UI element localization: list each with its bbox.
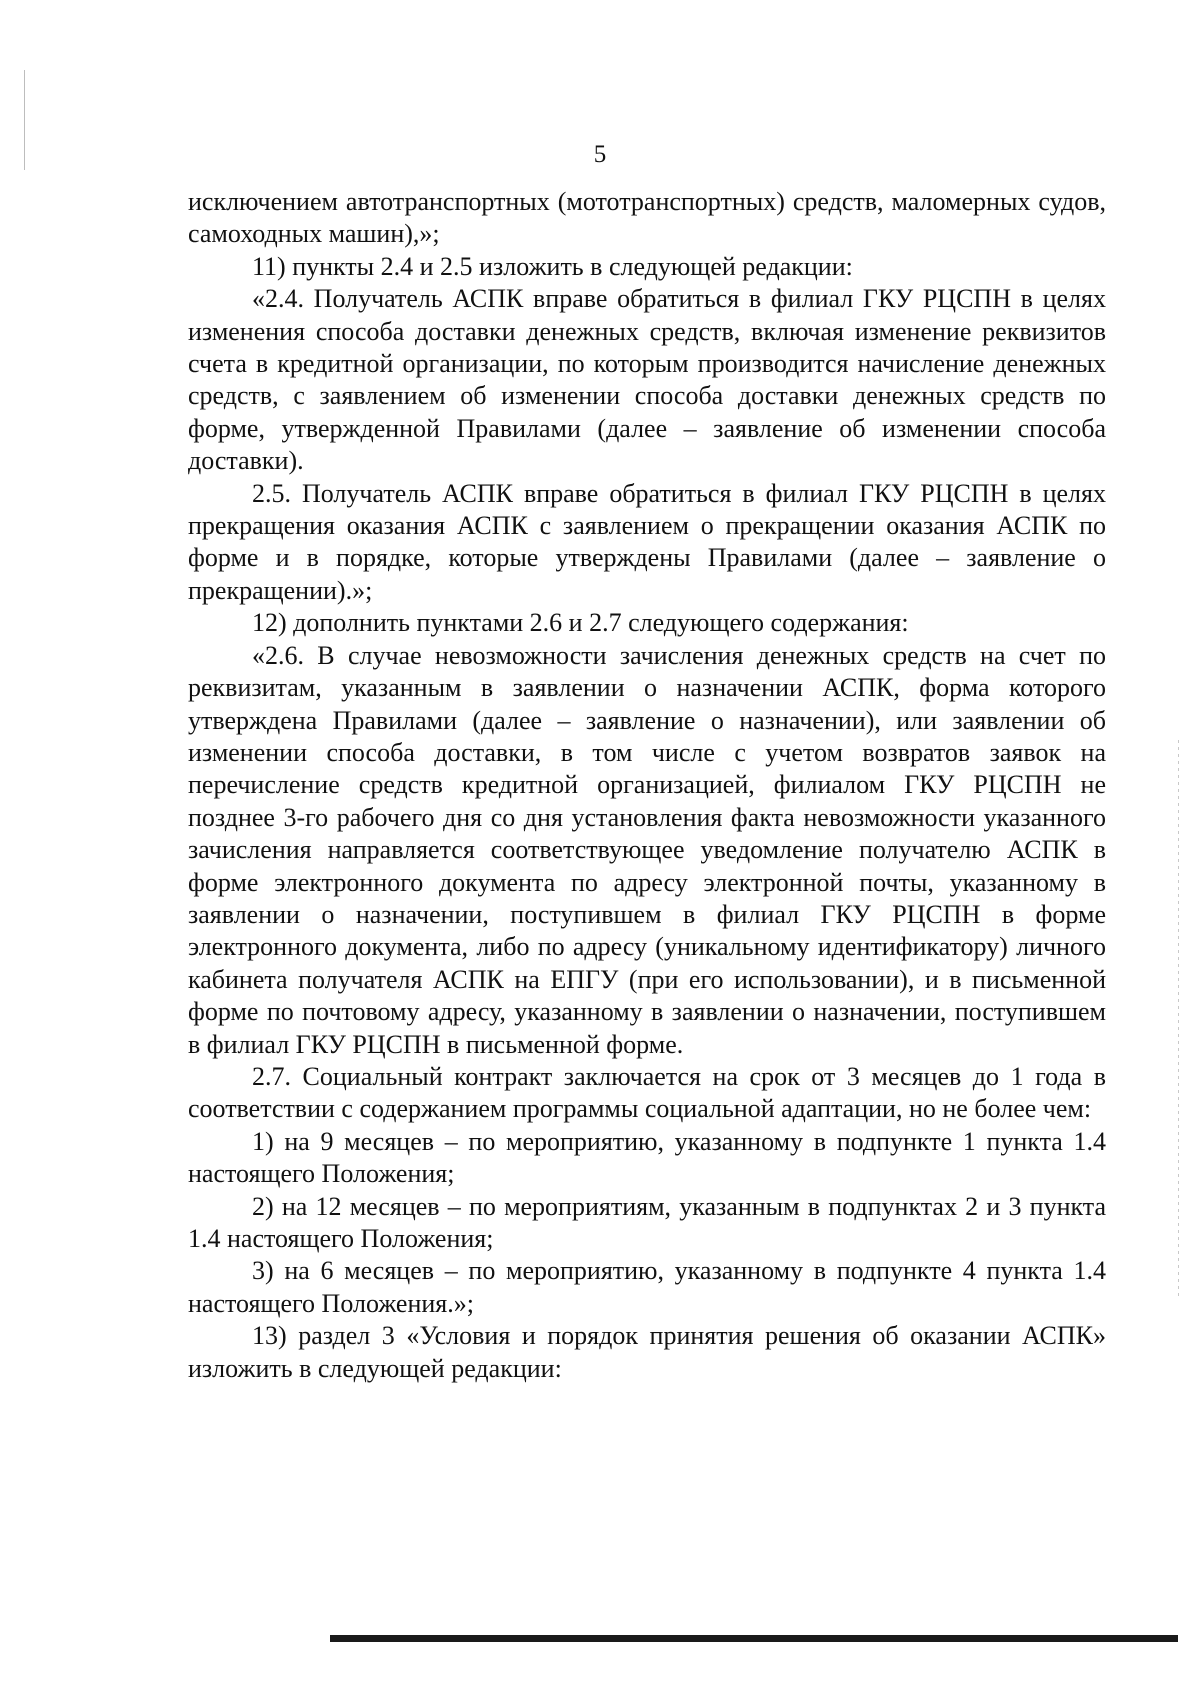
paragraph-continuation: исключением автотранспортных (мототранспортных) средств, маломерных судов, самоходных машин),»;: [188, 187, 1106, 249]
page-number: 5: [593, 141, 607, 168]
paragraph-clause-2-5: 2.5. Получатель АСПК вправе обратиться в филиал ГКУ РЦСПН в целях прекращения оказания АСПК с заявлением о прекращении оказания АСПК по форме и в порядке, которые утверждены Правилами (далее – заявление о прекращении).»;: [188, 478, 1106, 605]
document-body: [188, 186, 1106, 1385]
paragraph-item-11: 11) пункты 2.4 и 2.5 изложить в следующей редакции:: [252, 251, 853, 281]
paragraph-subitem-2: 2) на 12 месяцев – по мероприятиям, указанным в подпунктах 2 и 3 пункта 1.4 настоящего Положения;: [188, 1191, 1106, 1253]
paragraph-item-12: 12) дополнить пунктами 2.6 и 2.7 следующего содержания:: [252, 608, 909, 638]
paragraph-subitem-3: 3) на 6 месяцев – по мероприятию, указанному в подпункте 4 пункта 1.4 настоящего Положения.»;: [188, 1256, 1106, 1318]
scan-edge-right: [1178, 740, 1179, 1300]
bottom-rule: [330, 1635, 1178, 1642]
paragraph-clause-2-7: 2.7. Социальный контракт заключается на срок от 3 месяцев до 1 года в соответствии с содержанием программы социальной адаптации, но не более чем:: [188, 1061, 1106, 1124]
paragraph-clause-2-6: «2.6. В случае невозможности зачисления денежных средств на счет по реквизитам, указанным в заявлении о назначении АСПК, форма которого утверждена Правилами (далее – заявление о назначении), или заявлении об изменении способа доставки, в том числе с учетом возвратов заявок на перечисление средств кредитной организацией, филиалом ГКУ РЦСПН не позднее 3-го рабочего дня со дня установления факта невозможности указанного зачисления направляется соответствующее уведомление получателю АСПК в форме электронного документа по адресу электронной почты, указанному в заявлении о назначении, поступившем в филиал ГКУ РЦСПН в форме электронного документа, либо по адресу (уникальному идентификатору) личного кабинета получателя АСПК на ЕПГУ (при его использовании), и в письменной форме по почтовому адресу, указанному в заявлении о назначении, поступившем в филиал ГКУ РЦСПН в письменной форме.: [188, 640, 1106, 1059]
paragraph-subitem-1: 1) на 9 месяцев – по мероприятию, указанному в подпункте 1 пункта 1.4 настоящего Положения;: [188, 1126, 1106, 1189]
paragraph-item-13: 13) раздел 3 «Условия и порядок принятия решения об оказании АСПК» изложить в следующей редакции:: [188, 1321, 1106, 1383]
paragraph-clause-2-4: «2.4. Получатель АСПК вправе обратиться в филиал ГКУ РЦСПН в целях изменения способа доставки денежных средств, включая изменение реквизитов счета в кредитной организации, по которым производится начисление денежных средств, с заявлением об изменении способа доставки денежных средств по форме, утвержденной Правилами (далее – заявление об изменении способа доставки).: [188, 284, 1106, 476]
